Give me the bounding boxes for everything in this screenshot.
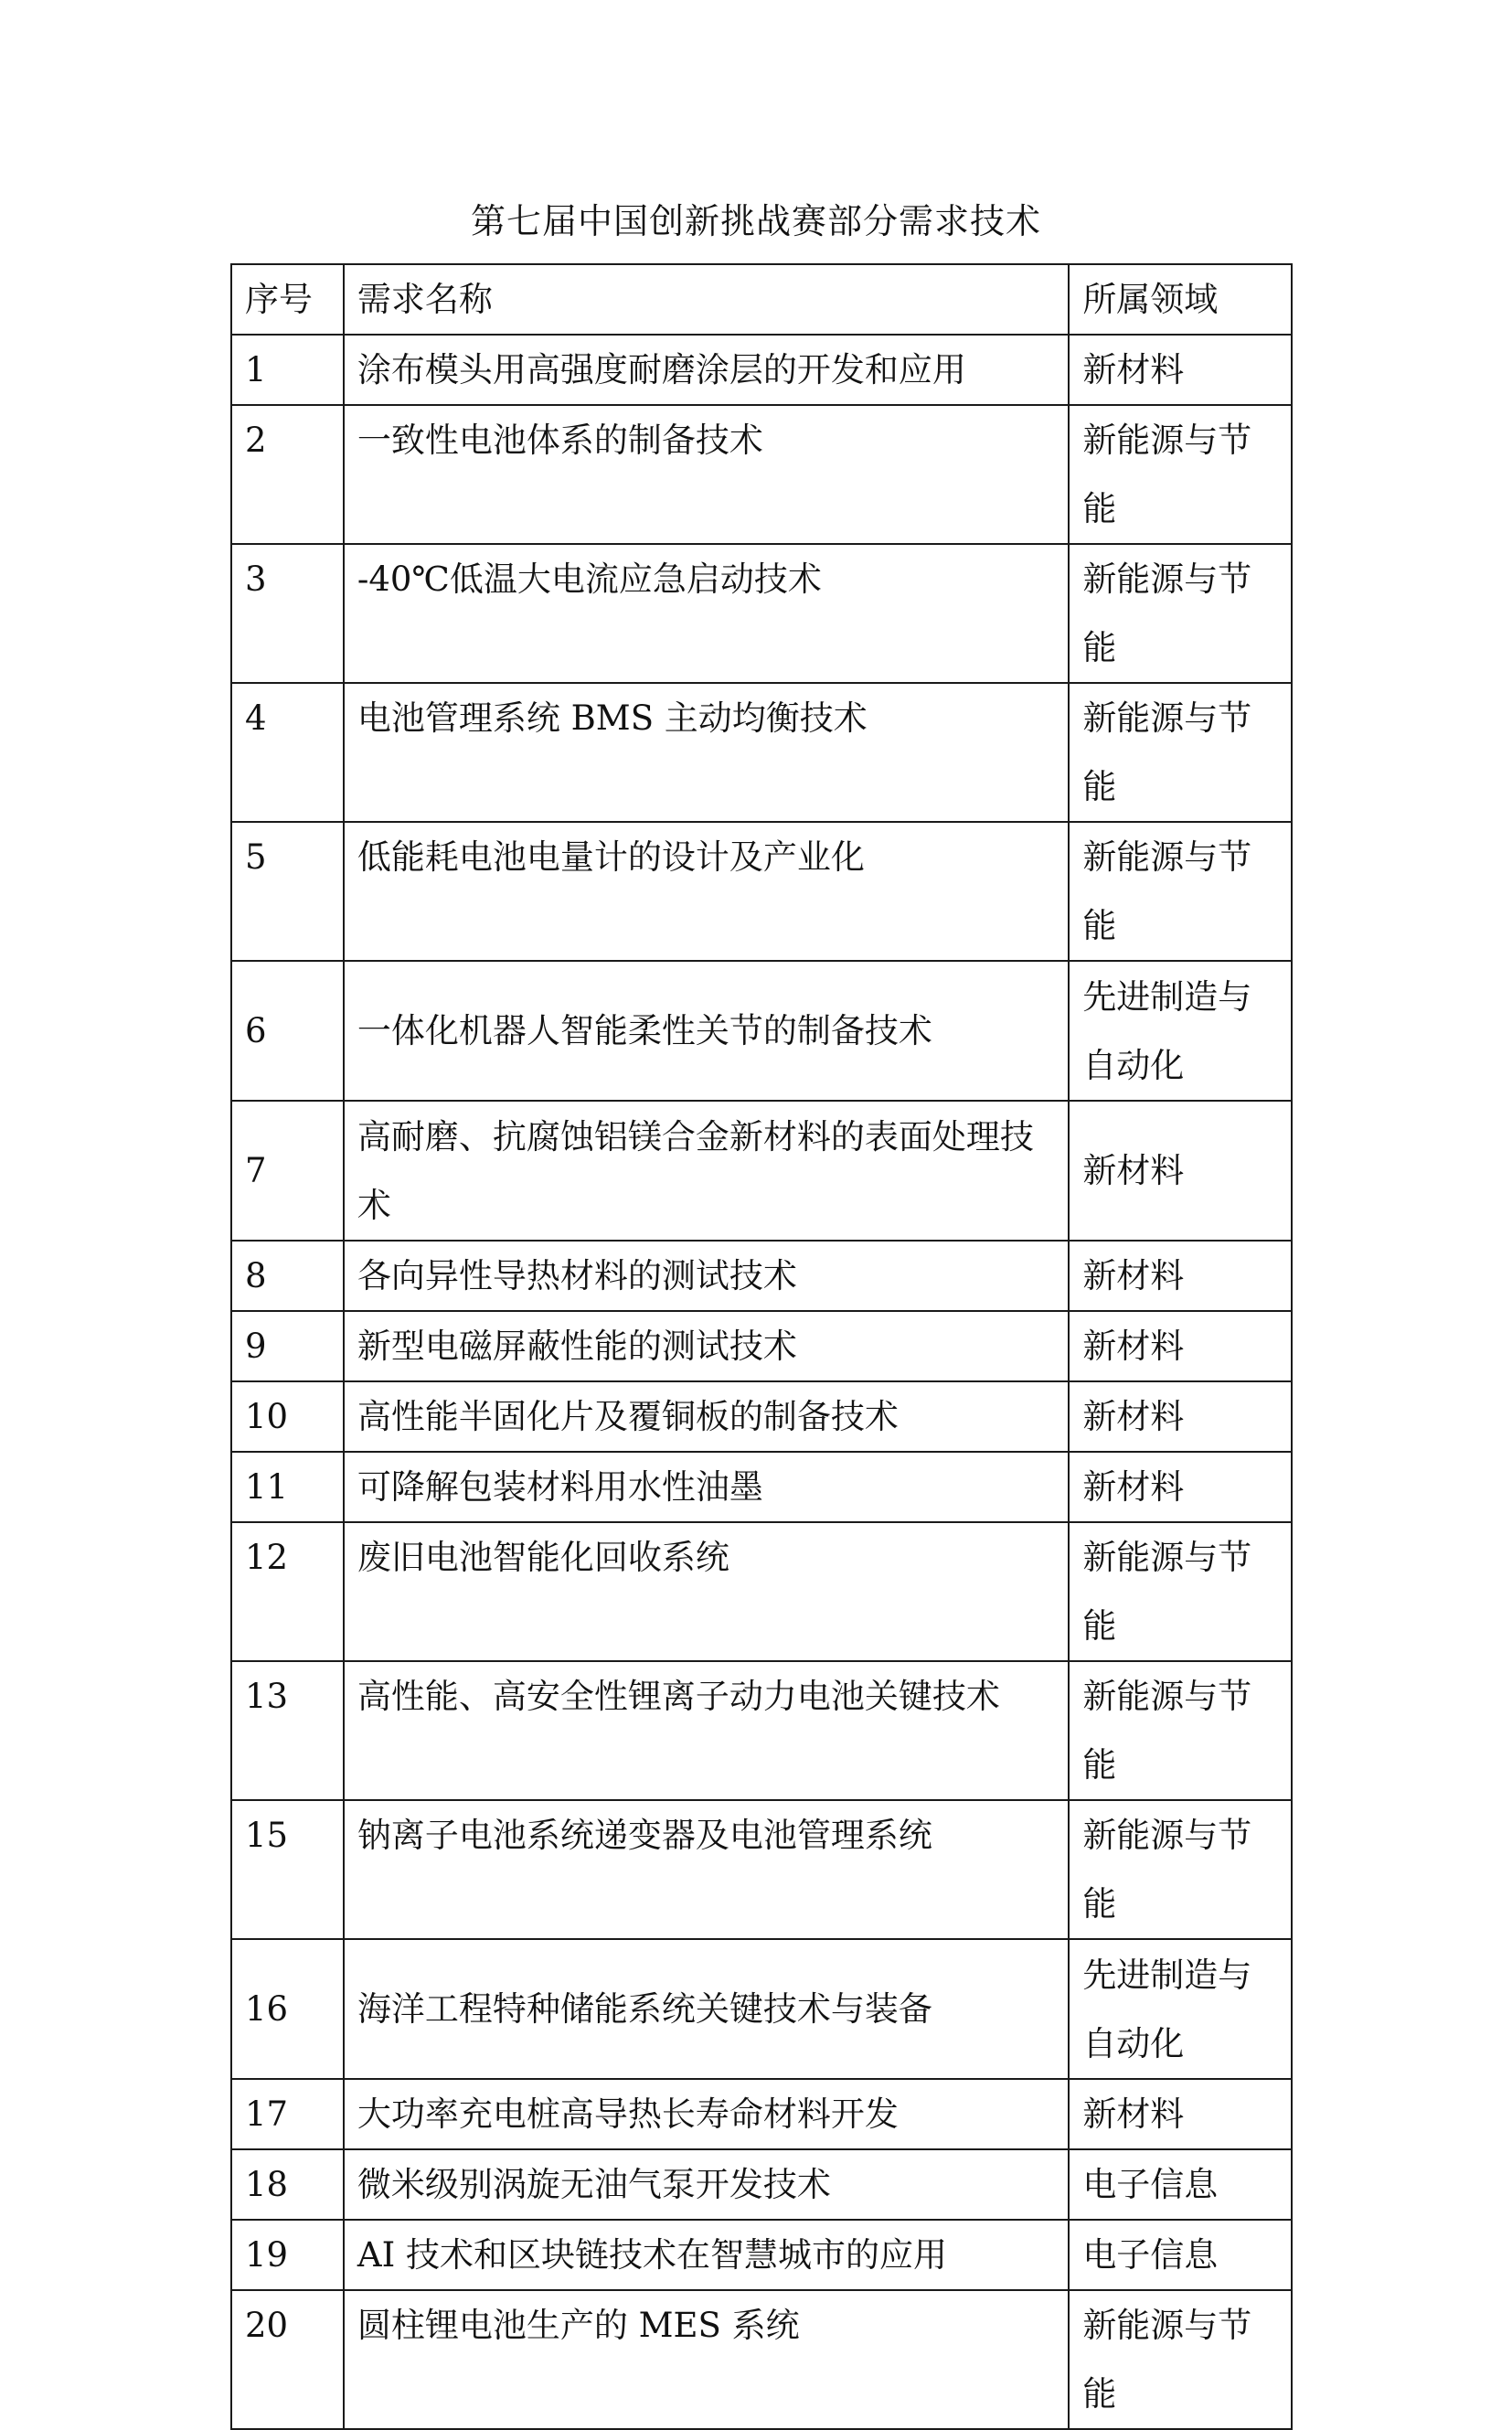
- row-name: 海洋工程特种储能系统关键技术与装备: [344, 1939, 1069, 2079]
- row-field: 新能源与节能: [1069, 1800, 1292, 1939]
- row-name: 电池管理系统 BMS 主动均衡技术: [344, 683, 1069, 822]
- row-name: 一体化机器人智能柔性关节的制备技术: [344, 961, 1069, 1101]
- table-row: [231, 1241, 1292, 1311]
- row-field: 新能源与节能: [1069, 544, 1292, 683]
- table-row: [231, 683, 1292, 822]
- row-name: 新型电磁屏蔽性能的测试技术: [344, 1311, 1069, 1381]
- table-row: [231, 1452, 1292, 1522]
- row-name: 各向异性导热材料的测试技术: [344, 1241, 1069, 1311]
- header-cell-number: 序号: [231, 264, 344, 335]
- row-name: -40℃低温大电流应急启动技术: [344, 544, 1069, 683]
- row-name: 废旧电池智能化回收系统: [344, 1522, 1069, 1661]
- row-field: 新能源与节能: [1069, 2290, 1292, 2429]
- table-row: [231, 1381, 1292, 1452]
- table-row: [231, 544, 1292, 683]
- row-field: 先进制造与自动化: [1069, 961, 1292, 1101]
- row-field: 新能源与节能: [1069, 822, 1292, 961]
- row-number: 1: [231, 335, 344, 405]
- requirements-table: [230, 263, 1293, 2430]
- row-field: 新材料: [1069, 1241, 1292, 1311]
- row-number: 11: [231, 1452, 344, 1522]
- row-field: 新材料: [1069, 335, 1292, 405]
- row-field: 新材料: [1069, 2079, 1292, 2149]
- row-number: 4: [231, 683, 344, 822]
- row-number: 9: [231, 1311, 344, 1381]
- row-number: 10: [231, 1381, 344, 1452]
- header-cell-field: 所属领域: [1069, 264, 1292, 335]
- row-field: 电子信息: [1069, 2149, 1292, 2220]
- row-name: 高性能半固化片及覆铜板的制备技术: [344, 1381, 1069, 1452]
- document-title: 第七届中国创新挑战赛部分需求技术: [470, 201, 1041, 241]
- row-name: 高性能、高安全性锂离子动力电池关键技术: [344, 1661, 1069, 1800]
- row-field: 新能源与节能: [1069, 1661, 1292, 1800]
- row-name: 低能耗电池电量计的设计及产业化: [344, 822, 1069, 961]
- row-number: 3: [231, 544, 344, 683]
- row-number: 13: [231, 1661, 344, 1800]
- table-row: [231, 2079, 1292, 2149]
- row-number: 20: [231, 2290, 344, 2429]
- table-row: [231, 2290, 1292, 2429]
- row-field: 新材料: [1069, 1311, 1292, 1381]
- row-name: 大功率充电桩高导热长寿命材料开发: [344, 2079, 1069, 2149]
- row-name: 圆柱锂电池生产的 MES 系统: [344, 2290, 1069, 2429]
- row-number: 15: [231, 1800, 344, 1939]
- table-header-row: [231, 264, 1292, 335]
- table-row: [231, 1800, 1292, 1939]
- row-field: 电子信息: [1069, 2220, 1292, 2290]
- row-number: 2: [231, 405, 344, 544]
- row-name: 一致性电池体系的制备技术: [344, 405, 1069, 544]
- row-number: 6: [231, 961, 344, 1101]
- table-row: [231, 1522, 1292, 1661]
- row-field: 新能源与节能: [1069, 683, 1292, 822]
- row-number: 12: [231, 1522, 344, 1661]
- table-row: [231, 961, 1292, 1101]
- row-field: 新能源与节能: [1069, 405, 1292, 544]
- table-row: [231, 2220, 1292, 2290]
- table-row: [231, 405, 1292, 544]
- row-number: 19: [231, 2220, 344, 2290]
- table-row: [231, 1939, 1292, 2079]
- row-number: 16: [231, 1939, 344, 2079]
- row-number: 17: [231, 2079, 344, 2149]
- table-row: [231, 2149, 1292, 2220]
- row-number: 18: [231, 2149, 344, 2220]
- row-number: 7: [231, 1101, 344, 1241]
- table-row: [231, 1661, 1292, 1800]
- row-name: 高耐磨、抗腐蚀铝镁合金新材料的表面处理技术: [344, 1101, 1069, 1241]
- row-field: 新能源与节能: [1069, 1522, 1292, 1661]
- table-row: [231, 822, 1292, 961]
- header-cell-name: 需求名称: [344, 264, 1069, 335]
- row-name: 微米级别涡旋无油气泵开发技术: [344, 2149, 1069, 2220]
- row-field: 新材料: [1069, 1381, 1292, 1452]
- table-row: [231, 1101, 1292, 1241]
- table-row: [231, 335, 1292, 405]
- row-number: 8: [231, 1241, 344, 1311]
- table-row: [231, 1311, 1292, 1381]
- row-number: 5: [231, 822, 344, 961]
- row-field: 先进制造与自动化: [1069, 1939, 1292, 2079]
- row-name: 钠离子电池系统递变器及电池管理系统: [344, 1800, 1069, 1939]
- row-field: 新材料: [1069, 1101, 1292, 1241]
- row-field: 新材料: [1069, 1452, 1292, 1522]
- row-name: 可降解包装材料用水性油墨: [344, 1452, 1069, 1522]
- row-name: 涂布模头用高强度耐磨涂层的开发和应用: [344, 335, 1069, 405]
- row-name: AI 技术和区块链技术在智慧城市的应用: [344, 2220, 1069, 2290]
